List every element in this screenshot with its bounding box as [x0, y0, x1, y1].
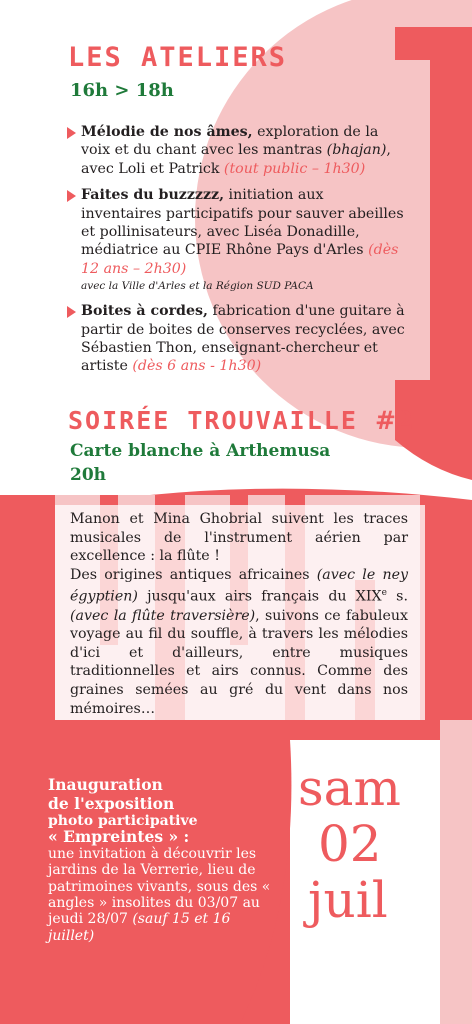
item-title: Boites à cordes, — [81, 303, 208, 320]
item-title: Faites du buzzzzz, — [81, 187, 225, 204]
ateliers-list — [67, 123, 407, 384]
item-title: Mélodie de nos âmes, — [81, 124, 253, 140]
inauguration-line-4: « Empreintes » : — [48, 827, 190, 847]
list-item — [67, 302, 407, 376]
item-text: fabrication d'une guitare à partir de boites de conserves recyclées, avec Sébastien Thon, enseignant-chercheur et artiste — [81, 303, 405, 375]
date-number: 02 — [318, 815, 382, 873]
soiree-subtitle: Carte blanche à Arthemusa — [70, 441, 331, 461]
item-note: avec la Ville d'Arles et la Région SUD PACA — [81, 280, 314, 293]
triangle-bullet-icon — [67, 127, 76, 139]
item-audience: (dès 6 ans - 1h30) — [132, 358, 262, 375]
ateliers-time: 16h > 18h — [70, 80, 174, 101]
item-text-2: , avec Loli et Patrick — [81, 142, 391, 177]
soiree-number: #2 — [374, 406, 414, 435]
soiree-title — [68, 406, 413, 435]
date-month: juil — [308, 871, 388, 929]
right-pink-strip — [440, 720, 472, 1024]
item-text: exploration de la voix et du chant avec les mantras — [81, 124, 379, 159]
inauguration-line-2: de l'exposition — [48, 794, 175, 813]
inauguration-block — [48, 775, 278, 944]
soiree-description — [70, 510, 408, 718]
desc-paragraph-2: Des origines antiques africaines (avec le ney égyptien) jusqu'aux airs français du XIXe s. (avec la flûte traversière), suivons ce fabuleux voyage au fil du souffle, à travers les mélodies d'ici et d'ailleurs, entre musiques traditionnelles et airs connus. Comme des graines semées au gré du vent dans nos mémoires… — [70, 566, 408, 717]
list-item — [67, 123, 407, 178]
inauguration-line-3: photo participative — [48, 813, 198, 829]
list-item — [67, 186, 407, 294]
inauguration-line-1: Inauguration — [48, 775, 163, 794]
date-day: sam — [298, 759, 401, 817]
item-italic: (bhajan) — [326, 142, 387, 159]
item-audience: (tout public – 1h30) — [223, 160, 366, 177]
triangle-bullet-icon — [67, 190, 76, 202]
soiree-time: 20h — [70, 465, 107, 485]
item-text: initiation aux inventaires participatifs pour sauver abeilles et pollinisateurs, avec Liséa Donadille, médiatrice au CPIE Rhône Pays d'Arles — [81, 187, 404, 259]
desc-paragraph-1: Manon et Mina Ghobrial suivent les traces musicales de l'instrument aérien par excellence : la flûte ! — [70, 511, 408, 565]
ateliers-title: LES ATELIERS — [68, 42, 288, 73]
inauguration-body: une invitation à découvrir les jardins de la Verrerie, lieu de patrimoines vivants, sous des « angles » insolites du 03/07 au jeudi 28/07 — [48, 845, 271, 928]
item-audience: (dès 12 ans – 2h30) — [81, 242, 399, 277]
soiree-title-text: SOIRÉE TROUVAILLE — [68, 406, 358, 435]
triangle-bullet-icon — [67, 306, 76, 318]
inauguration-note: (sauf 15 et 16 juillet) — [48, 911, 231, 944]
